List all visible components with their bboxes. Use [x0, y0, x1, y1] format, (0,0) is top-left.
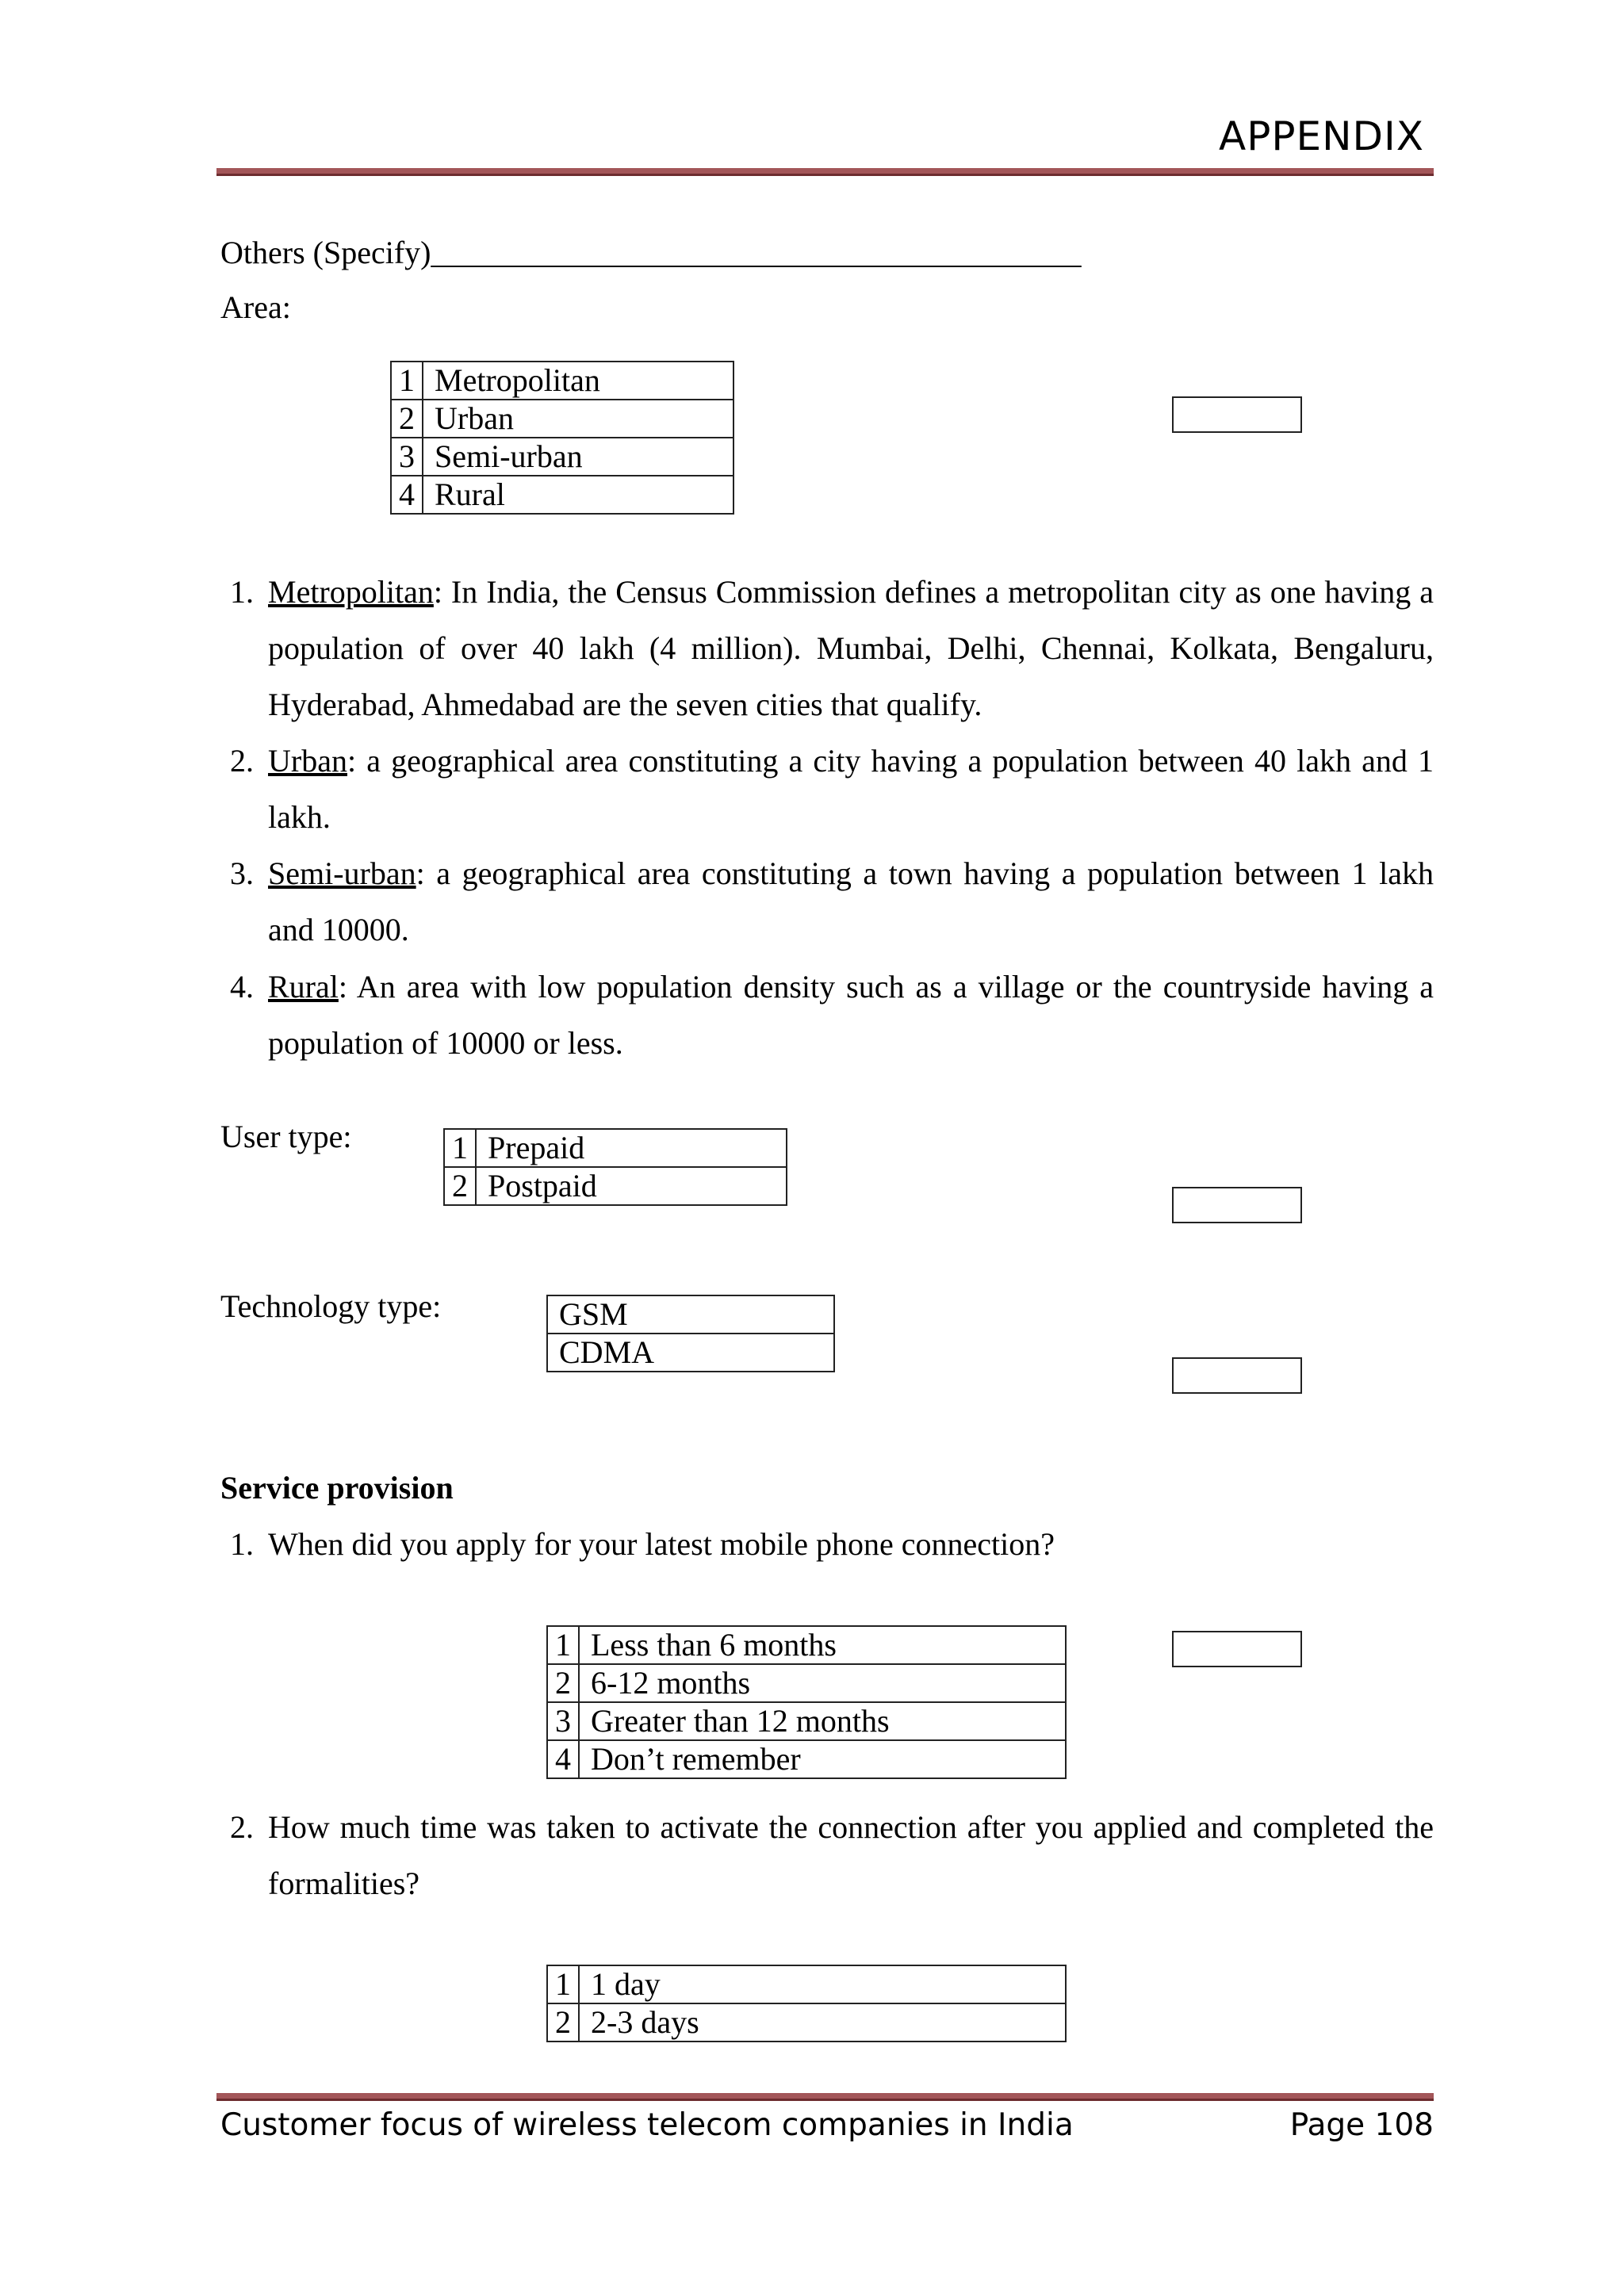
option-number: 4 — [391, 476, 423, 514]
option-number: 2 — [391, 400, 423, 438]
definition-text: : An area with low population density such as a village or the countryside having a population of 10000 or less. — [268, 969, 1434, 1061]
option-text: 1 day — [579, 1965, 1066, 2003]
option-number: 1 — [391, 362, 423, 400]
table-row — [444, 1129, 787, 1167]
list-item — [230, 564, 1434, 733]
table-row — [391, 362, 733, 400]
footer-rule — [216, 2093, 1434, 2101]
section-heading: Service provision — [220, 1470, 454, 1506]
option-number: 3 — [547, 1702, 579, 1740]
footer-title: Customer focus of wireless telecom companies in India — [220, 2107, 1074, 2143]
option-text: GSM — [547, 1295, 834, 1334]
definition-text: : In India, the Census Commission defines a metropolitan city as one having a population of over 40 lakh (4 million). Mumbai, Delhi, Chennai, Kolkata, Bengaluru, Hyderabad, Ahmedabad are the seven cities that qualify. — [268, 574, 1434, 722]
option-number: 3 — [391, 438, 423, 476]
user-type-options-table — [443, 1128, 787, 1206]
table-row — [547, 1664, 1066, 1702]
table-row — [391, 476, 733, 514]
option-text: Rural — [423, 476, 733, 514]
table-row — [547, 1295, 834, 1334]
others-line: _________________________________________ — [431, 235, 1082, 270]
option-text: Prepaid — [476, 1129, 787, 1167]
list-item — [230, 959, 1434, 1071]
option-text: 2-3 days — [579, 2003, 1066, 2042]
definition-term: Urban — [268, 743, 347, 779]
table-row — [547, 1626, 1066, 1664]
area-label: Area: — [220, 289, 291, 325]
header-rule — [216, 168, 1434, 176]
question-number: 2. — [230, 1809, 254, 1845]
question-number: 1. — [230, 1526, 254, 1562]
option-text: 6-12 months — [579, 1664, 1066, 1702]
list-item — [230, 733, 1434, 845]
area-options-table — [390, 361, 734, 515]
list-number: 2. — [230, 743, 254, 779]
option-number: 1 — [547, 1626, 579, 1664]
table-row — [391, 438, 733, 476]
option-number: 1 — [547, 1965, 579, 2003]
definition-text: : a geographical area constituting a city having a population between 40 lakh and 1 lakh. — [268, 743, 1434, 835]
option-number: 2 — [444, 1167, 476, 1205]
technology-type-answer-box[interactable] — [1172, 1357, 1302, 1394]
page-number: Page 108 — [1289, 2107, 1434, 2143]
user-type-answer-box[interactable] — [1172, 1187, 1302, 1223]
q1-answer-box[interactable] — [1172, 1631, 1302, 1667]
technology-type-options-table — [546, 1295, 835, 1372]
question-text: How much time was taken to activate the connection after you applied and completed the formalities? — [268, 1809, 1434, 1901]
table-row — [391, 400, 733, 438]
table-row — [444, 1167, 787, 1205]
q1-options-table — [546, 1625, 1067, 1779]
option-text: Semi-urban — [423, 438, 733, 476]
option-text: CDMA — [547, 1334, 834, 1372]
technology-type-label: Technology type: — [220, 1288, 442, 1324]
q2-options-table — [546, 1965, 1067, 2042]
option-number: 2 — [547, 2003, 579, 2042]
definition-term: Semi-urban — [268, 855, 416, 891]
table-row — [547, 1965, 1066, 2003]
others-label: Others (Specify) — [220, 235, 431, 270]
table-row — [547, 1702, 1066, 1740]
option-text: Greater than 12 months — [579, 1702, 1066, 1740]
area-answer-box[interactable] — [1172, 396, 1302, 433]
option-text: Postpaid — [476, 1167, 787, 1205]
table-row — [547, 1740, 1066, 1778]
question-1 — [230, 1516, 1434, 1572]
option-text: Urban — [423, 400, 733, 438]
table-row — [547, 2003, 1066, 2042]
header-title: APPENDIX — [1218, 113, 1424, 159]
option-number: 2 — [547, 1664, 579, 1702]
definition-term: Metropolitan — [268, 574, 434, 610]
question-2 — [230, 1799, 1434, 1911]
option-number: 1 — [444, 1129, 476, 1167]
definition-text: : a geographical area constituting a town having a population between 1 lakh and 10000. — [268, 855, 1434, 947]
question-text: When did you apply for your latest mobile phone connection? — [268, 1526, 1055, 1562]
option-text: Metropolitan — [423, 362, 733, 400]
list-item — [230, 845, 1434, 958]
others-specify — [220, 234, 1081, 272]
list-number: 3. — [230, 855, 254, 891]
table-row — [547, 1334, 834, 1372]
list-number: 4. — [230, 969, 254, 1004]
option-text: Don’t remember — [579, 1740, 1066, 1778]
list-number: 1. — [230, 574, 254, 610]
definition-term: Rural — [268, 969, 339, 1004]
option-text: Less than 6 months — [579, 1626, 1066, 1664]
option-number: 4 — [547, 1740, 579, 1778]
user-type-label: User type: — [220, 1119, 352, 1154]
